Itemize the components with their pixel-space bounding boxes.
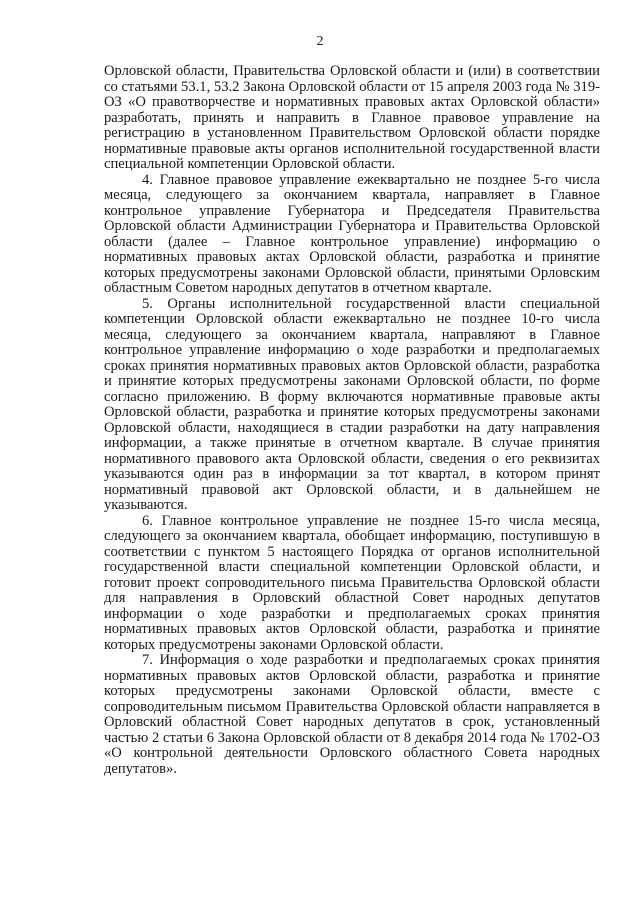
page-number: 2 [316,34,324,49]
paragraph-continuation: Орловской области, Правительства Орловской области и (или) в соответствии со статьями 53.1, 53.2 Закона Орловской области от 15 апреля 2003 года № 319-ОЗ «О правотворчестве и нормативных правовых актах Орловской области» разработать, принять и направить в Главное правовое управление на регистрацию в установленном Правительством Орловской области порядке нормативные правовые акты органов исполнительной государственной власти специальной компетенции Орловской области. [104,63,600,172]
paragraph-item-7: 7. Информация о ходе разработки и предполагаемых сроках принятия нормативных правовых актов Орловской области, разработка и принятие которых предусмотрены законами Орловской области, вместе с сопроводительным письмом Правительства Орловской области направляется в Орловский областной Совет народных депутатов в срок, установленный частью 2 статьи 6 Закона Орловской области от 8 декабря 2014 года № 1702-ОЗ «О контрольной деятельности Орловского областного Совета народных депутатов». [104,652,600,777]
paragraph-item-4: 4. Главное правовое управление ежеквартально не позднее 5-го числа месяца, следующего за окончанием квартала, направляет в Главное контрольное управление Губернатора и Председателя Правительства Орловской области Администрации Губернатора и Правительства Орловской области (далее – Главное контрольное управление) информацию о нормативных правовых актах Орловской области, разработка и принятие которых предусмотрены законами Орловской области, принятыми Орловским областным Советом народных депутатов в отчетном квартале. [104,171,600,296]
document-body [104,64,600,777]
paragraph-item-5: 5. Органы исполнительной государственной власти специальной компетенции Орловской области ежеквартально не позднее 10-го числа месяца, следующего за окончанием квартала, направляют в Главное контрольное управление информацию о ходе разработки и предполагаемых сроках принятия нормативных правовых актов Орловской области, разработка и принятие которых предусмотрены законами Орловской области, по форме согласно приложению. В форму включаются нормативные правовые акты Орловской области, разработка и принятие которых предусмотрены законами Орловской области, находящиеся в стадии разработки на дату направления информации, а также принятые в отчетном квартале. В случае принятия нормативного правового акта Орловской области, сведения о его реквизитах указываются один раз в информации за тот квартал, в котором принят нормативный правовой акт Орловской области, и в дальнейшем не указываются. [104,295,600,513]
paragraph-item-6: 6. Главное контрольное управление не позднее 15-го числа месяца, следующего за окончанием квартала, обобщает информацию, поступившую в соответствии с пунктом 5 настоящего Порядка от органов исполнительной государственной власти специальной компетенции Орловской области, и готовит проект сопроводительного письма Правительства Орловской области для направления в Орловский областной Совет народных депутатов информации о ходе разработки и предполагаемых сроках принятия нормативных правовых актов Орловской области, разработка и принятие которых предусмотрены законами Орловской области. [104,512,600,653]
